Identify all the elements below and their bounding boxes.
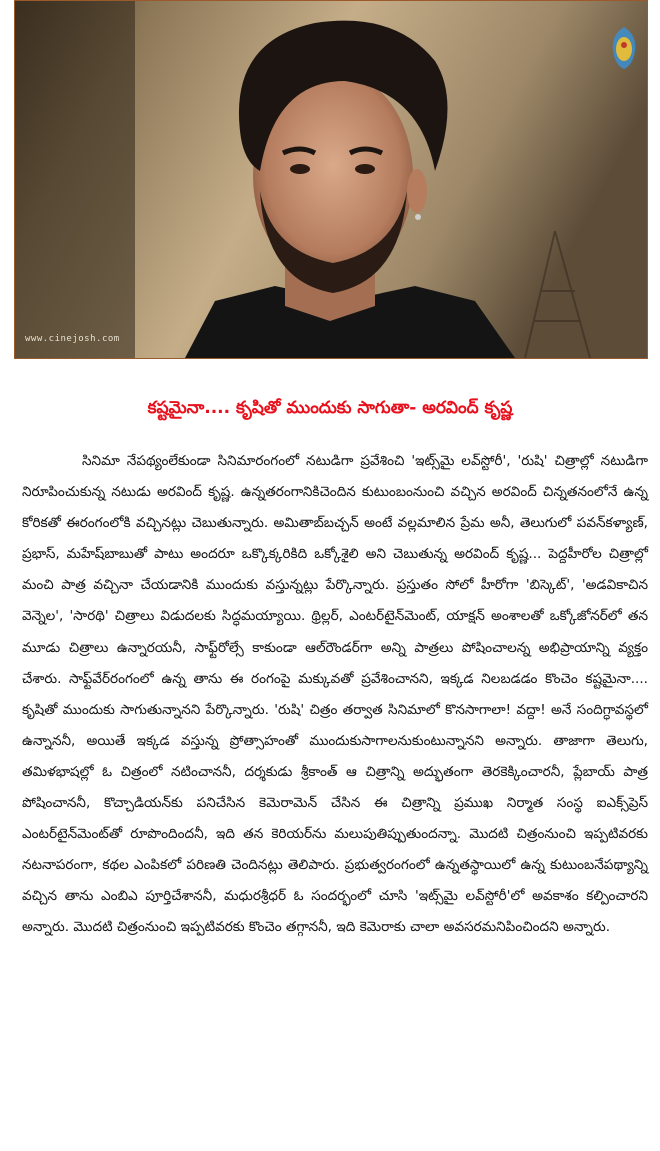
- watermark-url: www.cinejosh.com: [25, 334, 120, 344]
- portrait-image: [15, 1, 647, 358]
- article-photo: [14, 0, 648, 359]
- article-headline: కష్టమైనా.... కృషితో ముందుకు సాగుతా- అరవింద్ కృష్ణ: [147, 398, 513, 418]
- article-body: సినిమా నేపథ్యంలేకుండా సినిమారంగంలో నటుడిగా ప్రవేశించి 'ఇట్స్‌మై లవ్‌స్టోరీ', 'రుషి' చిత్రాల్లో నటుడిగా నిరూపించుకున్న నటుడు అరవింద్ కృష్ణ. ఉన్నతరంగానికిచెందిన కుటుంబంనుంచి వచ్చిన అరవింద్ చిన్నతనంలోనే ఉన్న కోరికతో ఈరంగంలోకి వచ్చినట్లు చెబుతున్నారు. అమితాబ్‌బచ్చన్ అంటే వల్లమాలిన ప్రేమ అనీ, తెలుగులో పవన్‌కళ్యాణ్, ప్రభాస్, మహేష్‌బాబుతో పాటు అందరూ ఒక్కొక్కరికిది ఒక్కోశైలి అని చెబుతున్న అరవింద్ కృష్ణ... పెద్దహీరోల చిత్రాల్లో మంచి పాత్ర వచ్చినా చేయడానికి ముందుకు వస్తున్నట్లు పేర్కొన్నారు. ప్రస్తుతం సోలో హీరోగా 'బిస్కెట్', 'అడవికాచిన వెన్నెల', 'సారథి' చిత్రాలు విడుదలకు సిద్ధమయ్యాయి. థ్రిల్లర్, ఎంటర్‌టైన్‌మెంట్, యాక్షన్ అంశాలతో ఒక్కోజోనర్‌లో తన మూడు చిత్రాలు ఉన్నారయనీ, సాఫ్ట్‌రోల్సే కాకుండా ఆల్‌రౌండర్‌గా అన్ని పాత్రలు పోషించాలన్న అభిప్రాయాన్ని వ్యక్తం చేశారు. సాఫ్ట్‌వేర్‌రంగంలో ఉన్న తాను ఈ రంగంపై మక్కువతో ప్రవేశించానని, ఇక్కడ నిలబడడం కొంచెం కష్టమైనా.... కృషితో ముందుకు సాగుతున్నానని పేర్కొన్నారు. 'రుషి' చిత్రం తర్వాత సినిమాలో కొనసాగాలా! వద్దా! అనే సందిగ్ధావస్థలో ఉన్నాననీ, అయితే ఇక్కడ వస్తున్న ప్రోత్సాహంతో ముందుకుసాగాలనుకుంటున్నానని అన్నారు. తాజాగా తెలుగు, తమిళభాషల్లో ఓ చిత్రంలో నటించాననీ, దర్శకుడు శ్రీకాంత్ ఆ చిత్రాన్ని అద్భుతంగా తెరకెక్కించారనీ, ప్లేబాయ్ పాత్ర పోషించాననీ, కొచ్చాడియన్‌కు పనిచేసిన కెమెరామెన్ చేసిన ఈ చిత్రాన్ని ప్రముఖ నిర్మాత సంస్థ ఐఎక్స్‌ప్రెస్ ఎంటర్‌టైన్‌మెంట్‌తో రూపొందిందనీ, ఇది తన కెరియర్‌ను మలుపుతిప్పుతుందన్నా. మొదటి చిత్రంనుంచి ఇప్పటివరకు నటనాపరంగా, కథల ఎంపికలో పరిణతి చెందినట్లు తెలిపారు. ప్రభుత్వరంగంలో ఉన్నతస్థాయిలో ఉన్న కుటుంబనేపథ్యాన్ని వచ్చిన తాను ఎంబిఎ పూర్తిచేశాననీ, మధురశ్రీధర్ ఓ సందర్భంలో చూసి 'ఇట్స్‌మై లవ్‌స్టోరీ'లో అవకాశం కల్పించారని అన్నారు. మొదటి చిత్రంనుంచి ఇప్పటివరకు కొంచెం తగ్గాననీ, ఇది కెమెరాకు చాలా అవసరమనిపించిందని అన్నారు.: [22, 453, 648, 936]
